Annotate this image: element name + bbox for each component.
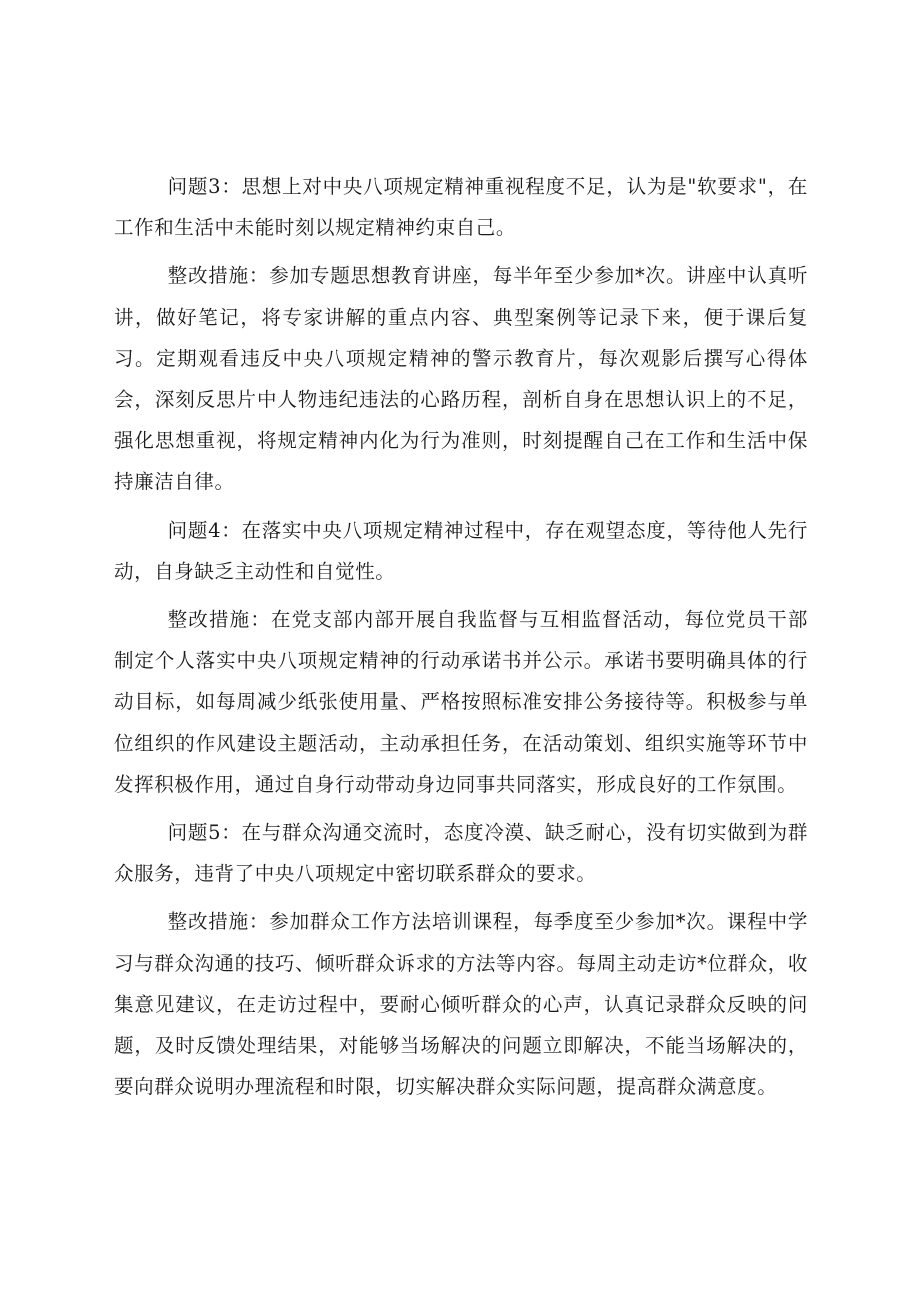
issue-5-paragraph: 问题5：在与群众沟通交流时，态度冷漠、缺乏耐心，没有切实做到为群众服务，违背了中央八项规定中密切联系群众的要求。 [114,821,808,886]
document-body [114,166,808,1114]
measure-4-paragraph: 整改措施：在党支部内部开展自我监督与互相监督活动，每位党员干部制定个人落实中央八项规定精神的行动承诺书并公示。承诺书要明确具体的行动目标，如每周减少纸张使用量、严格按照标准安排公务接待等。积极参与单位组织的作风建设主题活动，主动承担任务，在活动策划、组织实施等环节中发挥积极作用，通过自身行动带动身边同事共同落实，形成良好的工作氛围。 [114,608,808,796]
measure-3-paragraph: 整改措施：参加专题思想教育讲座，每半年至少参加*次。讲座中认真听讲，做好笔记，将专家讲解的重点内容、典型案例等记录下来，便于课后复习。定期观看违反中央八项规定精神的警示教育片，每次观影后撰写心得体会，深刻反思片中人物违纪违法的心路历程，剖析自身在思想认识上的不足，强化思想重视，将规定精神内化为行为准则，时刻提醒自己在工作和生活中保持廉洁自律。 [114,264,808,494]
measure-5-paragraph: 整改措施：参加群众工作方法培训课程，每季度至少参加*次。课程中学习与群众沟通的技巧、倾听群众诉求的方法等内容。每周主动走访*位群众，收集意见建议，在走访过程中，要耐心倾听群众的心声，认真记录群众反映的问题，及时反馈处理结果，对能够当场解决的问题立即解决，不能当场解决的，要向群众说明办理流程和时限，切实解决群众实际问题，提高群众满意度。 [114,910,808,1099]
issue-3-paragraph: 问题3：思想上对中央八项规定精神重视程度不足，认为是"软要求"，在工作和生活中未能时刻以规定精神约束自己。 [114,175,808,240]
issue-4-paragraph: 问题4：在落实中央八项规定精神过程中，存在观望态度，等待他人先行动，自身缺乏主动性和自觉性。 [114,518,808,583]
